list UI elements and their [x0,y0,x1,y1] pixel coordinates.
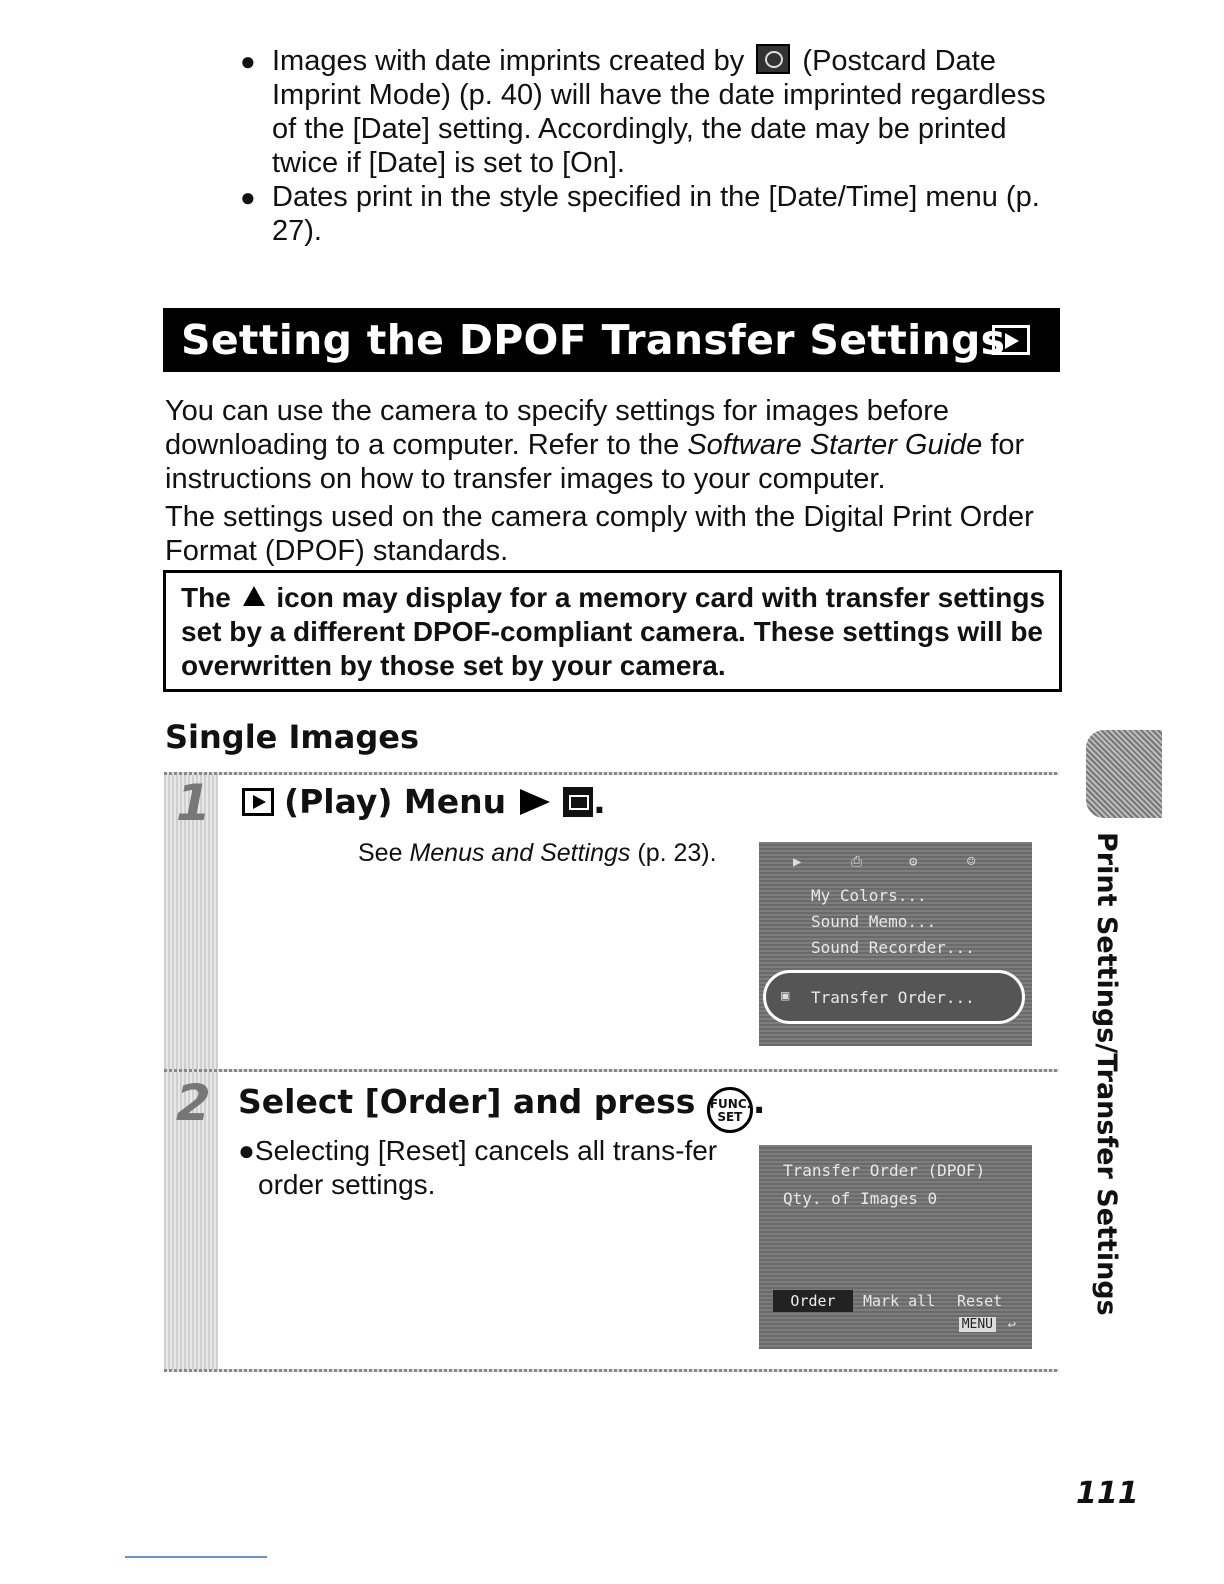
chapter-tab-label [1082,832,1122,1316]
intro-p1-pre: You can use the camera to specify settings for images before downloading to a computer. Refer to the [165,395,949,461]
step-number: 1 [176,774,211,832]
intro-p1-post: for instructions on how to transfer images to your computer. [165,429,1025,495]
step-body-post: (p. 23). [630,839,717,867]
step-body-italic: Menus and Settings [409,839,631,867]
func-set-label: FUNC. SET [709,1097,752,1124]
section-title: Setting the DPOF Transfer Settings [181,316,1006,364]
chapter-tab [1086,730,1162,818]
mark-all-button: Mark all [863,1292,936,1310]
section-title-bar [163,308,1060,372]
step-body [358,836,717,870]
setup-tab-icon: ⚙ [909,854,918,870]
menu-item: Transfer Order... [811,988,975,1007]
note-post: icon may display for a memory card with transfer settings set by a different DPOF-compliant camera. These settings will be overwritten by those set by your camera. [181,582,1046,681]
chapter-tab-text: Print Settings/Transfer Settings [1091,832,1122,1316]
play-tab-icon: ▶ [793,854,802,870]
play-mode-icon [992,325,1030,355]
screen-header: Transfer Order (DPOF) [783,1161,986,1180]
camera-screen-menu [759,842,1032,1046]
bullet-list [240,44,1060,248]
postcard-date-icon [756,44,790,74]
warning-icon [243,586,265,606]
arrow-right-icon [520,789,550,815]
menu-item: Sound Memo... [811,912,937,931]
intro-text [165,394,1065,572]
bullet-text-pre: Images with date imprints created by [272,45,745,77]
step-body-pre: See [358,839,410,867]
divider-line [164,1369,1059,1372]
note-text [181,581,1051,683]
step-number: 2 [176,1074,211,1132]
menu-item: Sound Recorder... [811,938,975,957]
step-title-text: Select [Order] and press [238,1082,696,1121]
step-title [242,782,606,821]
menu-button-label: MENU [959,1317,996,1332]
func-set-button-icon [707,1087,753,1133]
return-icon: ↩ [1007,1317,1016,1333]
note-box [163,570,1062,692]
steps-sidebar [164,772,218,1372]
step-title [238,1082,765,1133]
transfer-order-icon [563,787,593,817]
divider-line [164,1069,1059,1072]
note-pre: The [181,582,231,613]
screen-qty: Qty. of Images 0 [783,1189,938,1208]
subheading: Single Images [165,718,420,756]
bullet-item [240,180,1060,248]
bullet-text: Dates print in the style specified in the [Date/Time] menu (p. 27). [272,181,1040,247]
footer-rule [125,1556,267,1558]
page-number: 111 [1076,1476,1139,1511]
step-bullet [238,1134,738,1202]
steps-frame [164,772,1059,1372]
play-icon [242,788,274,816]
divider-line [164,772,1059,775]
menu-item: My Colors... [811,886,927,905]
step-title-end: . [593,782,606,821]
step-bullet-text: Selecting [Reset] cancels all trans-fer order settings. [254,1135,718,1200]
order-button: Order [773,1290,853,1312]
intro-p1-italic: Software Starter Guide [687,429,983,461]
bullet-item [240,44,1060,180]
bullet-text-post: (Postcard Date Imprint Mode) (p. 40) will have the date imprinted regardless of the [Date] setting. Accordingly, the date may be printed twice if [Date] is set to [On]. [272,45,1046,179]
camera-screen-transfer [759,1145,1032,1349]
step-title-text: (Play) Menu [284,782,507,821]
bullet-dot: ● [240,46,256,76]
print-tab-icon: ⎙ [851,854,863,870]
intro-paragraph-2: The settings used on the camera comply with the Digital Print Order Format (DPOF) standards. [165,501,1034,567]
transfer-order-icon: ▣ [781,988,790,1004]
mycamera-tab-icon: ☺ [967,854,976,870]
bullet-dot: ● [238,1135,255,1166]
bullet-dot: ● [240,182,256,212]
reset-button: Reset [957,1292,1003,1310]
intro-paragraph-1 [165,394,1065,496]
step-title-end: . [752,1082,766,1121]
